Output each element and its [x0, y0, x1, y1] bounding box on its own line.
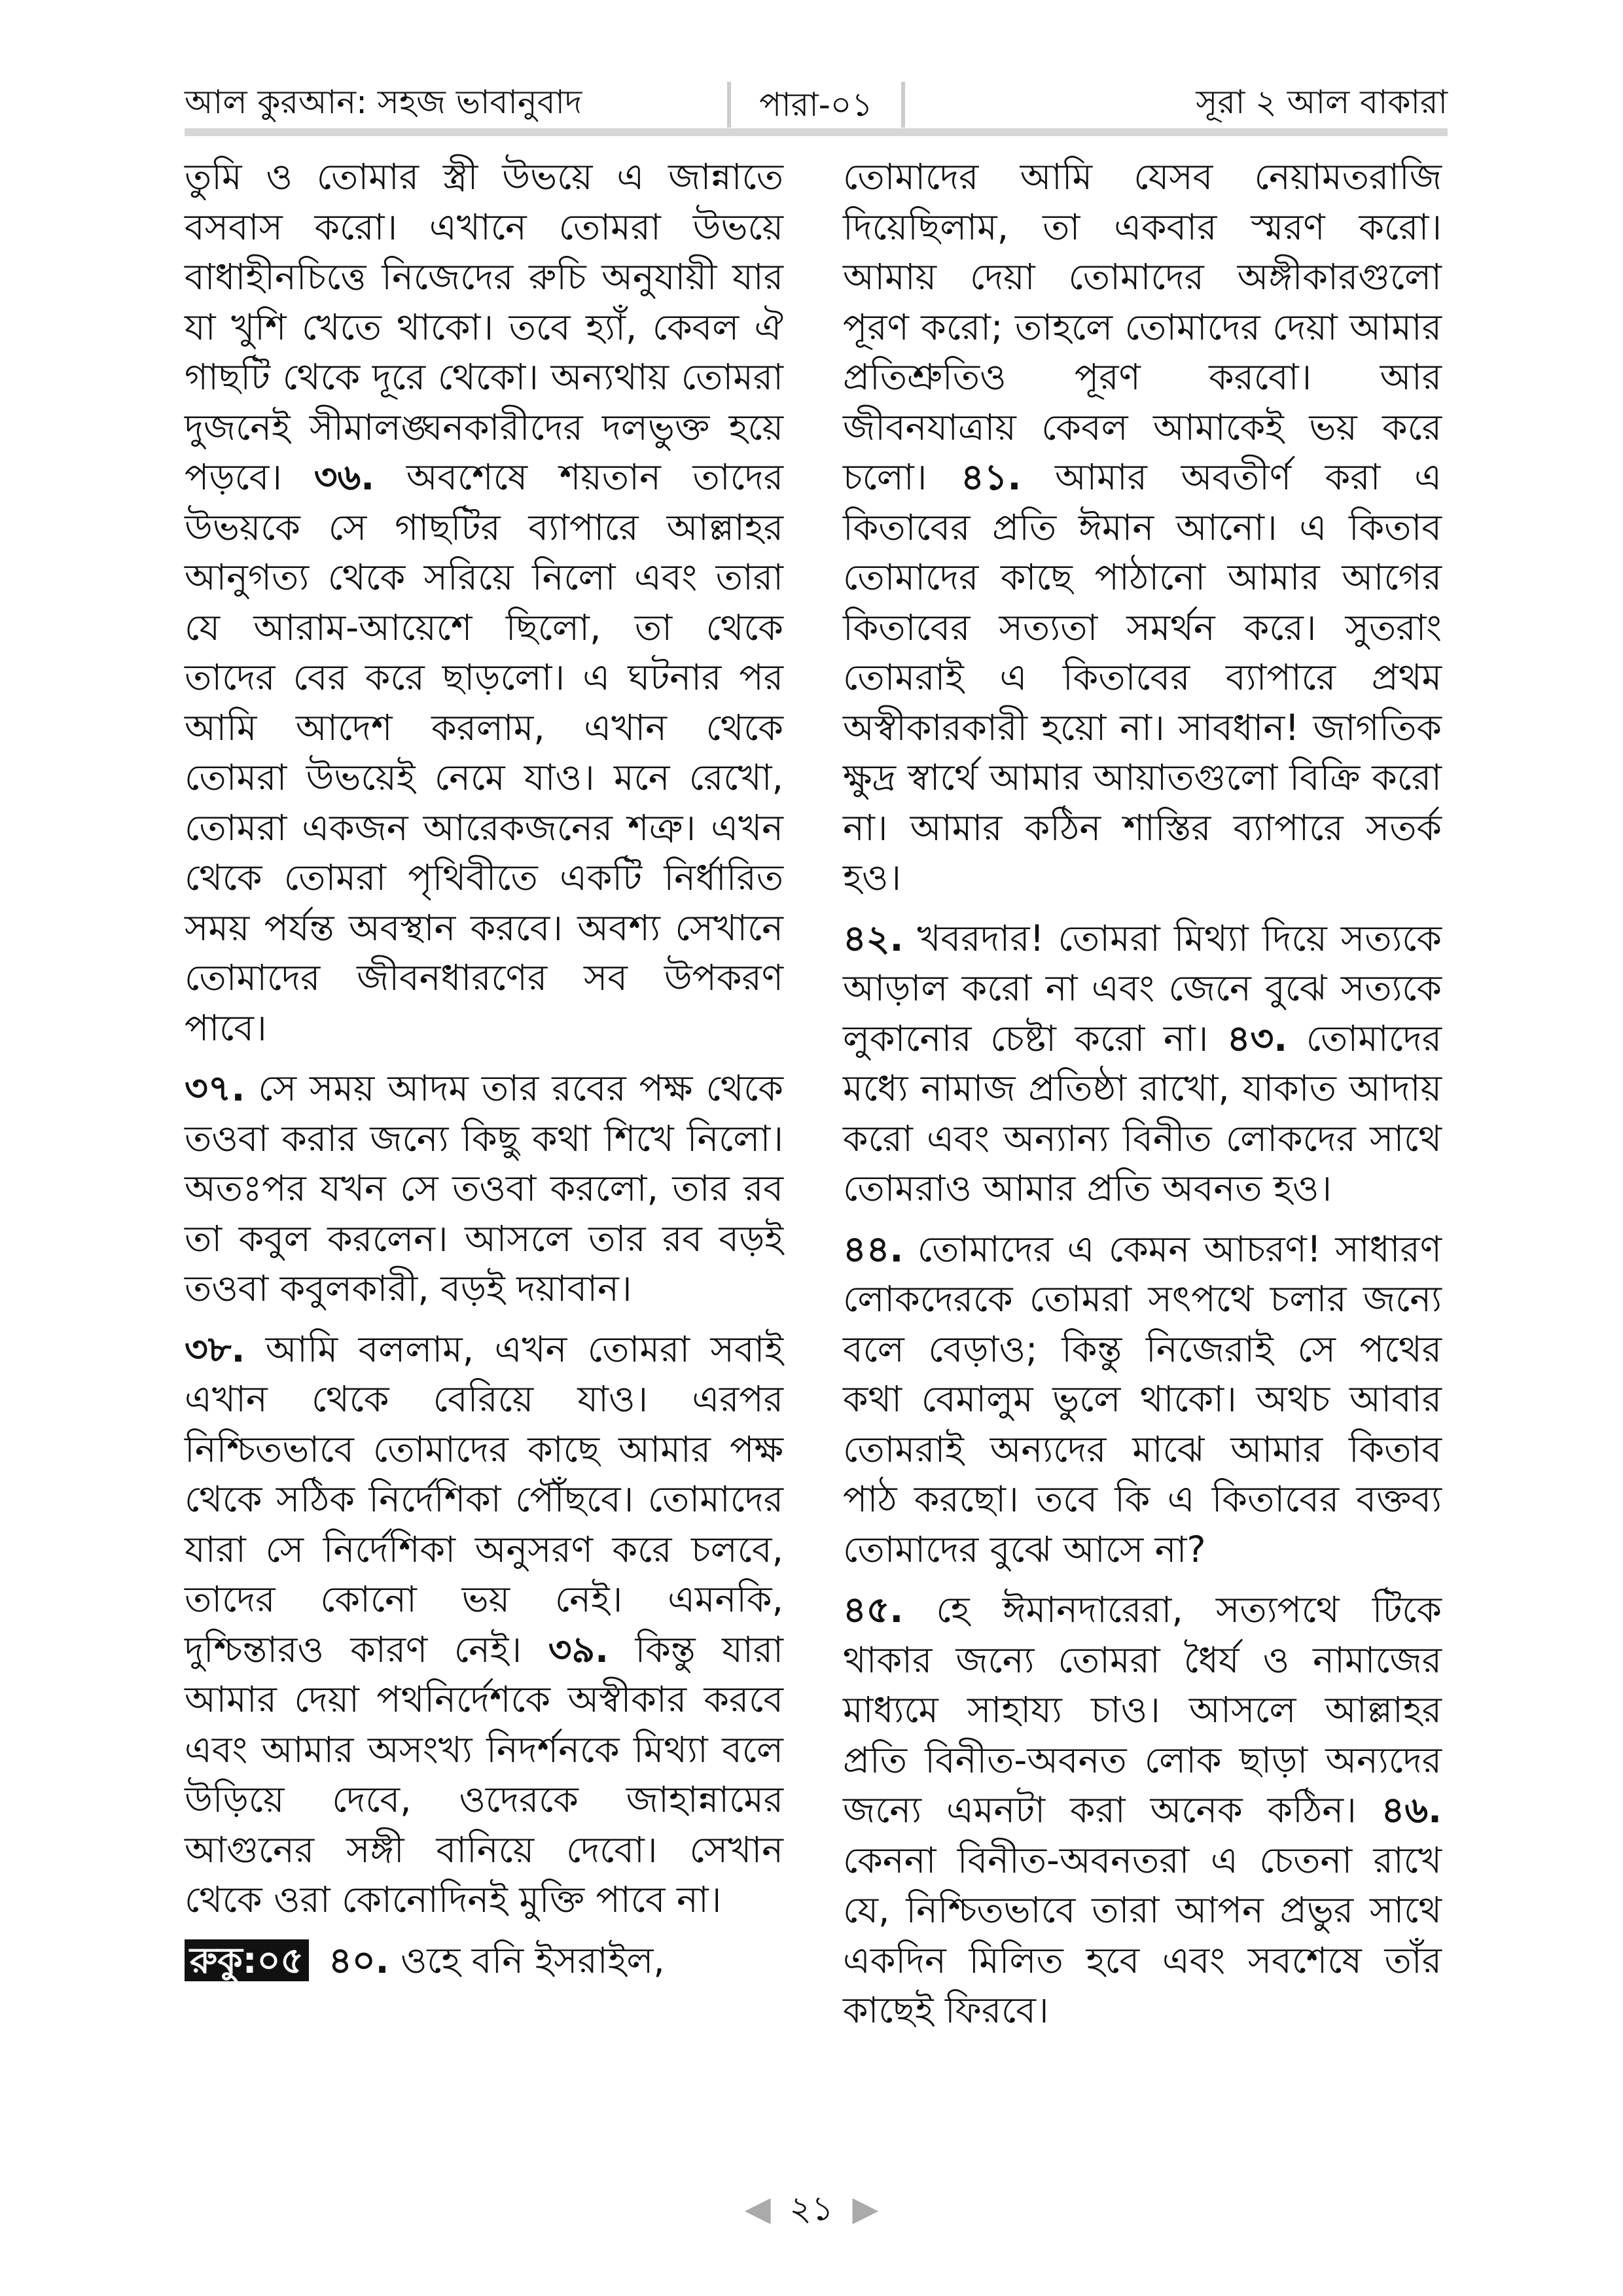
- verse-text: তোমাদের আমি যেসব নেয়ামতরাজি দিয়েছিলাম, তা একবার স্মরণ করো। আমায় দেয়া তোমাদের অঙ্গীকারগুলো পূরণ করো; তাহলে তোমাদের দেয়া আমার প্রতিশ্রুতিও পূরণ করবো। আর জীবনযাত্রায় কেবল আমাকেই ভয় করে চলো।: [843, 156, 1442, 498]
- verse-text: আমি বললাম, এখন তোমরা সবাই এখান থেকে বেরিয়ে যাও। এরপর নিশ্চিতভাবে তোমাদের কাছে আমার পক্ষ থেকে সঠিক নির্দেশিকা পৌঁছবে। তোমাদের যারা সে নির্দেশিকা অনুসরণ করে চলবে, তাদের কোনো ভয় নেই। এমনকি, দুশ্চিন্তারও কারণ নেই।: [185, 1328, 783, 1670]
- verse-text: হে ঈমানদারেরা, সত্যপথে টিকে থাকার জন্যে তোমরা ধৈর্য ও নামাজের মাধ্যমে সাহায্য চাও। আসলে আল্লাহর প্রতি বিনীত-অবনত লোক ছাড়া অন্যদের জন্যে এমনটা করা অনেক কঠিন।: [843, 1589, 1442, 1831]
- paragraph: [185, 1063, 783, 1314]
- para-label: পারা-০১: [727, 82, 905, 128]
- verse-number: ৪৩.: [1226, 1017, 1288, 1059]
- verse-number: ৪১.: [961, 456, 1022, 498]
- verse-text: আমার অবতীর্ণ করা এ কিতাবের প্রতি ঈমান আনো। এ কিতাব তোমাদের কাছে পাঠানো আমার আগের কিতাবের সত্যতা সমর্থন করে। সুতরাং তোমরাই এ কিতাবের ব্যাপারে প্রথম অস্বীকারকারী হয়ো না। সাবধান! জাগতিক ক্ষুদ্র স্বার্থে আমার আয়াতগুলো বিক্রি করো না। আমার কঠিন শাস্তির ব্যাপারে সতর্ক হও।: [843, 456, 1442, 898]
- verse-number: ৪০.: [329, 1939, 389, 1981]
- verse-text: তোমাদের মধ্যে নামাজ প্রতিষ্ঠা রাখো, যাকাত আদায় করো এবং অন্যান্য বিনীত লোকদের সাথে তোমরাও আমার প্রতি অবনত হও।: [843, 1017, 1442, 1209]
- header-rule: [185, 128, 1448, 136]
- verse-number: ৩৬.: [313, 456, 375, 498]
- verse-text: খবরদার! তোমরা মিথ্যা দিয়ে সত্যকে আড়াল করো না এবং জেনে বুঝে সত্যকে লুকানোর চেষ্টা করো না।: [843, 917, 1442, 1059]
- verse-text: কেননা বিনীত-অবনতরা এ চেতনা রাখে যে, নিশ্চিতভাবে তারা আপন প্রভুর সাথে একদিন মিলিত হবে এবং সবশেষে তাঁর কাছেই ফিরবে।: [843, 1839, 1442, 2031]
- right-column: [843, 152, 1442, 2046]
- verse-number: ৪৬.: [1381, 1789, 1442, 1831]
- verse-number: ৪৪.: [843, 1227, 904, 1270]
- verse-number: ৩৯.: [548, 1628, 609, 1670]
- verse-number: ৪২.: [843, 917, 904, 959]
- verse-number: ৩৭.: [185, 1067, 245, 1109]
- surah-label: সূরা ২ আল বাকারা: [1196, 82, 1448, 121]
- verse-number: ৪৫.: [843, 1589, 904, 1631]
- page-footer: [0, 2182, 1623, 2239]
- page-number: ২১: [789, 2189, 834, 2229]
- paragraph: [843, 913, 1442, 1214]
- paragraph: [185, 1935, 783, 1986]
- verse-text: ওহে বনি ইসরাইল,: [389, 1939, 665, 1981]
- paragraph: [185, 1324, 783, 1925]
- running-header: [185, 79, 1448, 131]
- verse-text: তোমাদের এ কেমন আচরণ! সাধারণ লোকদেরকে তোমরা সৎপথে চলার জন্যে বলে বেড়াও; কিন্তু নিজেরাই সে পথের কথা বেমালুম ভুলে থাকো। অথচ আবার তোমরাই অন্যদের মাঝে আমার কিতাব পাঠ করছো। তবে কি এ কিতাবের বক্তব্য তোমাদের বুঝে আসে না?: [843, 1227, 1442, 1570]
- verse-text: অবশেষে শয়তান তাদের উভয়কে সে গাছটির ব্যাপারে আল্লাহর আনুগত্য থেকে সরিয়ে নিলো এবং তারা যে আরাম-আয়েশে ছিলো, তা থেকে তাদের বের করে ছাড়লো। এ ঘটনার পর আমি আদেশ করলাম, এখান থেকে তোমরা উভয়েই নেমে যাও। মনে রেখো, তোমরা একজন আরেকজনের শত্রু। এখন থেকে তোমরা পৃথিবীতে একটি নির্ধারিত সময় পর্যন্ত অবস্থান করবে। অবশ্য সেখানে তোমাদের জীবনধারণের সব উপকরণ পাবে।: [185, 456, 783, 1049]
- book-title: আল কুরআন: সহজ ভাবানুবাদ: [185, 82, 582, 121]
- verse-text: সে সময় আদম তার রবের পক্ষ থেকে তওবা করার জন্যে কিছু কথা শিখে নিলো। অতঃপর যখন সে তওবা করলো, তার রব তা কবুল করলেন। আসলে তার রব বড়ই তওবা কবুলকারী, বড়ই দয়াবান।: [185, 1067, 783, 1309]
- paragraph: [843, 1224, 1442, 1575]
- verse-text: তুমি ও তোমার স্ত্রী উভয়ে এ জান্নাতে বসবাস করো। এখানে তোমরা উভয়ে বাধাহীনচিত্তে নিজেদের রুচি অনুযায়ী যার যা খুশি খেতে থাকো। তবে হ্যাঁ, কেবল ঐ গাছটি থেকে দূরে থেকো। অন্যথায় তোমরা দুজনেই সীমালঙ্ঘনকারীদের দলভুক্ত হয়ে পড়বে।: [185, 156, 783, 498]
- left-column: [185, 152, 783, 1996]
- triangle-left-icon: ◀: [744, 2189, 771, 2229]
- paragraph: [843, 1585, 1442, 2036]
- ruku-badge: রুকু:০৫: [185, 1939, 309, 1981]
- verse-number: ৩৮.: [185, 1328, 245, 1370]
- paragraph: [185, 152, 783, 1053]
- triangle-right-icon: ▶: [852, 2189, 879, 2229]
- verse-text: কিন্তু যারা আমার দেয়া পথনির্দেশকে অস্বীকার করবে এবং আমার অসংখ্য নিদর্শনকে মিথ্যা বলে উড়িয়ে দেবে, ওদেরকে জাহান্নামের আগুনের সঙ্গী বানিয়ে দেবো। সেখান থেকে ওরা কোনোদিনই মুক্তি পাবে না।: [185, 1628, 783, 1920]
- paragraph: [843, 152, 1442, 903]
